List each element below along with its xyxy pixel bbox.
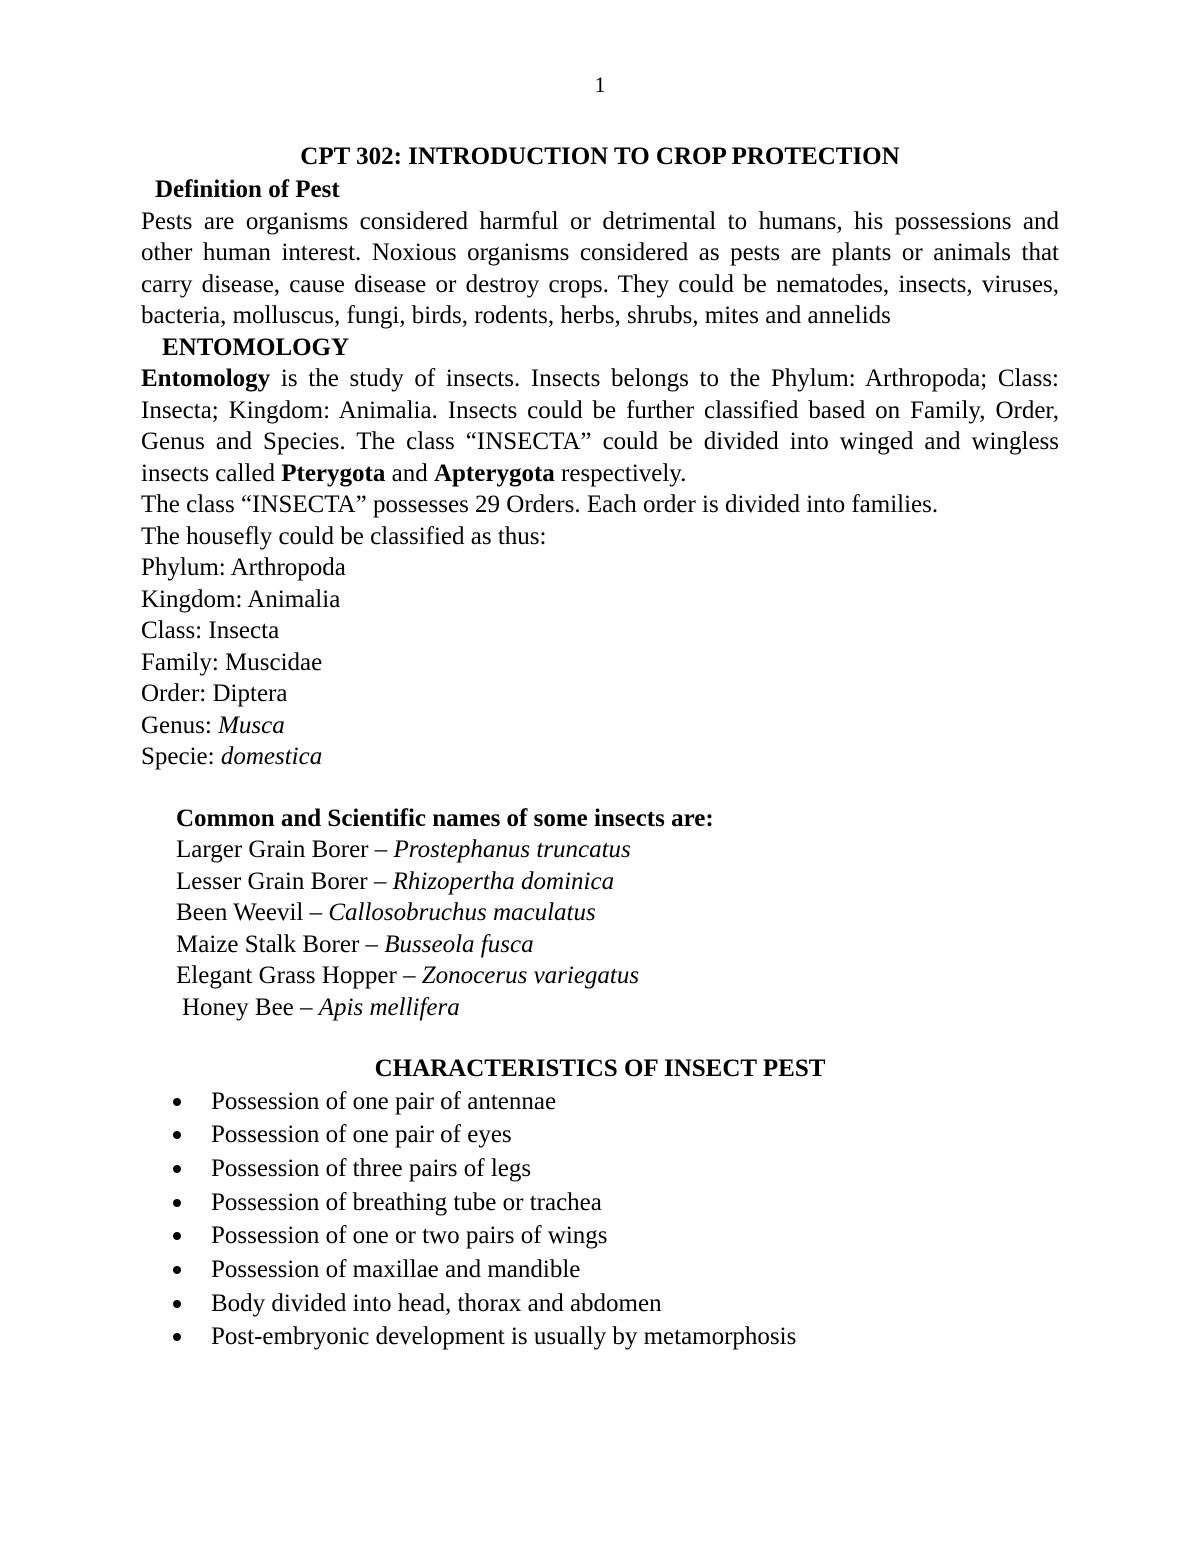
list-item-text: Possession of breathing tube or trachea (211, 1188, 602, 1216)
common-name: Been Weevil – (176, 899, 329, 926)
classification-value: Musca (218, 711, 285, 739)
scientific-name: Prostephanus truncatus (393, 836, 631, 863)
classification-value: Diptera (212, 680, 288, 707)
apterygota-term: Apterygota (433, 459, 555, 487)
classification-item (141, 678, 1059, 710)
list-item-text: Body divided into head, thorax and abdomen (211, 1289, 662, 1317)
insect-name-item (141, 866, 1059, 898)
bullet-icon (173, 1098, 181, 1106)
classification-item (141, 615, 1059, 647)
common-name: Larger Grain Borer – (176, 836, 394, 863)
insect-name-item (141, 960, 1059, 992)
classification-value: Animalia (247, 585, 341, 613)
document-body (141, 140, 1059, 1354)
classification-label: Phylum: (141, 554, 231, 581)
classification-value: Muscidae (225, 648, 323, 676)
bullet-icon (173, 1199, 181, 1207)
classification-value: Arthropoda (230, 554, 346, 581)
document-title: CPT 302: INTRODUCTION TO CROP PROTECTION (300, 143, 900, 170)
pterygota-term: Pterygota (281, 459, 386, 487)
entomology-heading: ENTOMOLOGY (162, 333, 350, 361)
list-item-text: Possession of one pair of eyes (211, 1121, 512, 1149)
spacer (141, 773, 1059, 803)
bullet-icon (173, 1333, 181, 1341)
entomology-end-text: respectively. (554, 459, 687, 487)
list-item-text: Possession of one or two pairs of wings (211, 1222, 608, 1250)
scientific-name: Rhizopertha dominica (392, 867, 615, 895)
common-name: Elegant Grass Hopper – (176, 962, 422, 989)
classification-item (141, 584, 1059, 616)
scientific-name: Callosobruchus maculatus (328, 899, 596, 926)
list-item-text: Post-embryonic development is usually by metamorphosis (211, 1323, 797, 1351)
bullet-icon (173, 1165, 181, 1173)
pest-definition-paragraph: Pests are organisms considered harmful or detrimental to humans, his possessions and other human interest. Noxious organisms considered as pests are plants or animals that carry disease, cause disease or destroy crops. They could be nematodes, insects, viruses, bacteria, molluscus, fungi, birds, rodents, herbs, shrubs, mites and annelids (141, 207, 1059, 329)
names-heading: Common and Scientific names of some insects are: (176, 804, 714, 832)
bullet-icon (173, 1300, 181, 1308)
insect-name-item (141, 897, 1059, 929)
common-name: Maize Stalk Borer – (176, 930, 385, 958)
orders-line: The class “INSECTA” possesses 29 Orders. Each order is divided into families. (141, 491, 939, 518)
classification-item (141, 710, 1059, 742)
classification-value: domestica (220, 743, 323, 770)
list-item-text: Possession of one pair of antennae (211, 1087, 557, 1115)
entomology-text: is the study of insects. Insects belongs to the Phylum: Arthropoda; Class: Insecta; Kingdom: Animalia. Insects could be further classified based on Family, Order, Genus and Species. The class “INSECTA” could be divided into winged and wingless insects called (141, 365, 1059, 487)
housefly-classification-list (141, 552, 1059, 773)
list-item-text: Possession of maxillae and mandible (211, 1256, 581, 1284)
list-item (173, 1253, 1059, 1287)
list-item (173, 1287, 1059, 1321)
list-item (173, 1320, 1059, 1354)
classification-label: Order: (141, 680, 213, 707)
and-text: and (385, 459, 434, 487)
classification-item (141, 741, 1059, 773)
bullet-icon (173, 1232, 181, 1240)
characteristics-heading: CHARACTERISTICS OF INSECT PEST (374, 1055, 826, 1082)
classification-label: Kingdom: (141, 585, 248, 613)
scientific-name: Busseola fusca (384, 930, 534, 958)
list-item (173, 1118, 1059, 1152)
characteristics-list (141, 1085, 1059, 1355)
entomology-paragraph (141, 363, 1059, 489)
insect-name-item (141, 929, 1059, 961)
classification-label: Specie: (141, 743, 221, 770)
classification-label: Family: (141, 648, 226, 676)
scientific-name: Zonocerus variegatus (421, 962, 640, 989)
common-name: Honey Bee – (182, 993, 319, 1021)
classification-value: Insecta (208, 617, 280, 644)
classification-label: Class: (141, 617, 209, 644)
classification-item (141, 647, 1059, 679)
pest-heading: Definition of Pest (155, 176, 340, 203)
bullet-icon (173, 1266, 181, 1274)
insect-name-item (141, 992, 1059, 1024)
insect-names-list (141, 834, 1059, 1023)
list-item (173, 1085, 1059, 1119)
classification-item (141, 552, 1059, 584)
insect-name-item (141, 834, 1059, 866)
bullet-icon (173, 1131, 181, 1139)
page-number: 1 (594, 72, 606, 97)
list-item-text: Possession of three pairs of legs (211, 1154, 532, 1182)
classification-label: Genus: (141, 711, 219, 739)
scientific-name: Apis mellifera (318, 993, 460, 1021)
list-item (173, 1152, 1059, 1186)
list-item (173, 1186, 1059, 1220)
spacer (141, 1023, 1059, 1053)
list-item (173, 1219, 1059, 1253)
common-name: Lesser Grain Borer – (176, 867, 393, 895)
housefly-intro: The housefly could be classified as thus: (141, 522, 547, 550)
entomology-term: Entomology (141, 365, 271, 392)
